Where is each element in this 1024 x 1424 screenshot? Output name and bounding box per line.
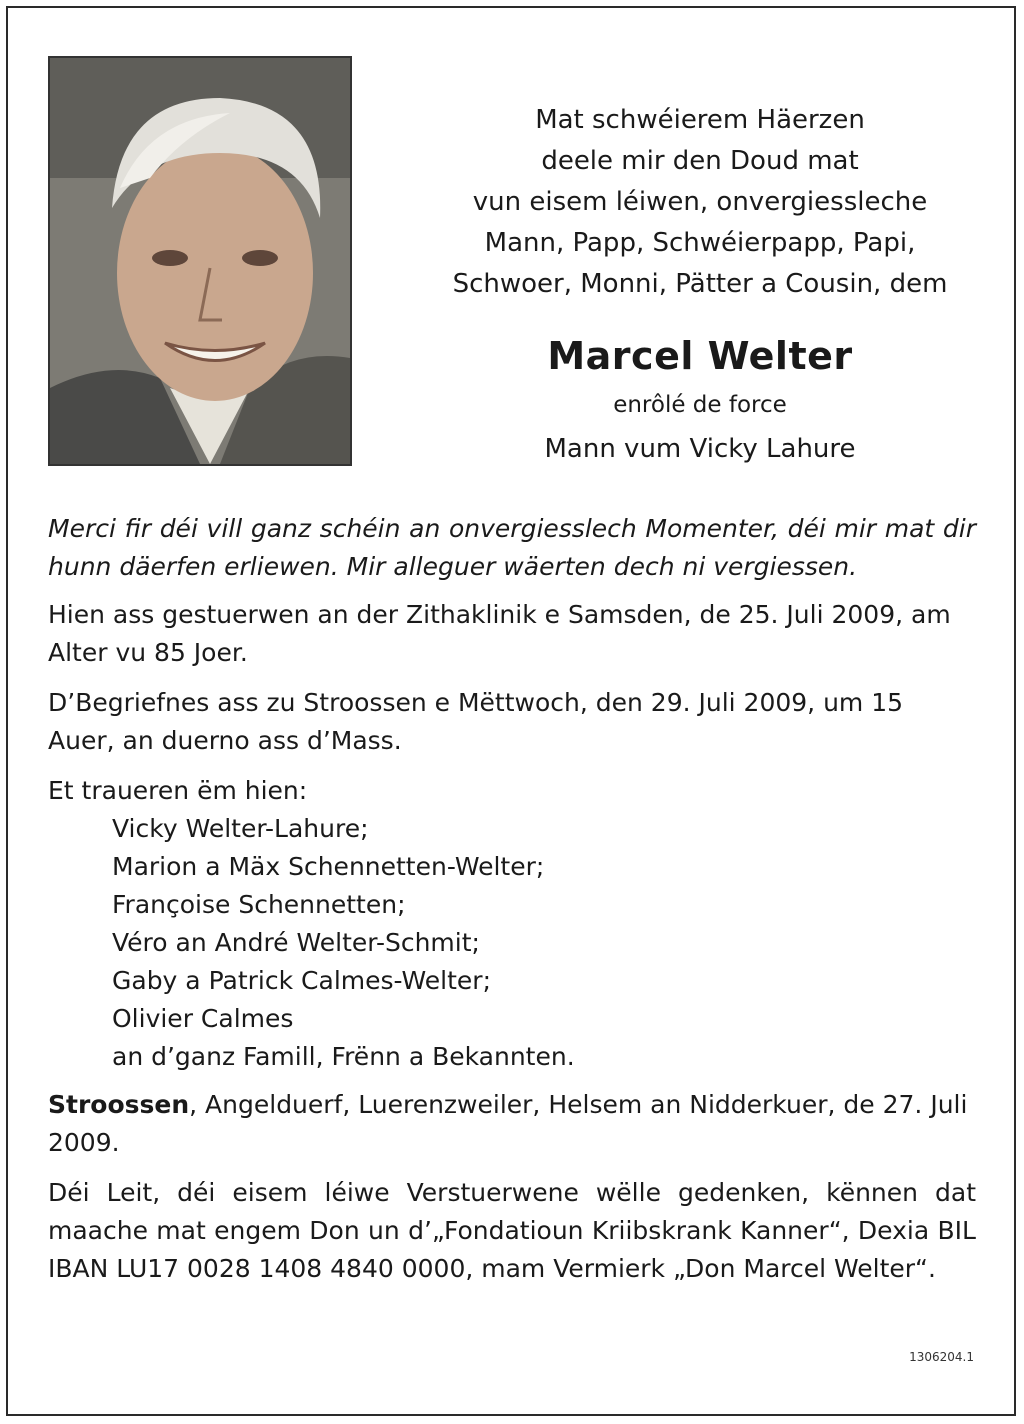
donation-text: Déi Leit, déi eisem léiwe Verstuerwene wëlle gedenken, kënnen dat maache mat engem Don un d’„Fondatioun Kriibskrank Kanner“, Dexia BIL IBAN LU17 0028 1408 4840 0000, mam Vermierk „Don Marcel Welter“. (48, 1178, 976, 1283)
notice-body (48, 510, 976, 1288)
husband-of: Mann vum Vicky Lahure (544, 434, 856, 464)
mourners-list (48, 810, 976, 1076)
place-bold: Stroossen (48, 1090, 190, 1119)
reference-number: 1306204.1 (909, 1350, 974, 1364)
mourner-item: an d’ganz Famill, Frënn a Bekannten. (112, 1042, 575, 1071)
place-date (48, 1086, 976, 1162)
mourner-item: Françoise Schennetten; (112, 890, 406, 919)
mourners-section (48, 772, 976, 1076)
intro-line: Schwoer, Monni, Pätter a Cousin, dem (452, 269, 948, 299)
mourner-item: Vicky Welter-Lahure; (112, 814, 369, 843)
mourner-item: Olivier Calmes (112, 1004, 294, 1033)
mourner-item: Gaby a Patrick Calmes-Welter; (112, 966, 491, 995)
mourner-item: Marion a Mäx Schennetten-Welter; (112, 852, 545, 881)
intro-line: deele mir den Doud mat (541, 146, 859, 176)
tribute-text: Merci fir déi vill ganz schéin an onvergiesslech Momenter, déi mir mat dir hunn däerfen erliewen. Mir alleguer wäerten dech ni vergiessen. (48, 514, 976, 581)
intro-line: Mann, Papp, Schwéierpapp, Papi, (484, 228, 916, 258)
portrait-photo (48, 56, 352, 466)
deceased-name: Marcel Welter (547, 334, 853, 378)
mourner-item: Véro an André Welter-Schmit; (112, 928, 480, 957)
intro-text (400, 100, 1000, 305)
mourners-heading: Et traueren ëm hien: (48, 776, 308, 805)
deceased-subtitle: enrôlé de force (613, 392, 787, 418)
death-notice: Hien ass gestuerwen an der Zithaklinik e Samsden, de 25. Juli 2009, am Alter vu 85 Joer. (48, 600, 951, 667)
place-rest: , Angelduerf, Luerenzweiler, Helsem an Nidderkuer, de 27. Juli 2009. (48, 1090, 968, 1157)
intro-line: Mat schwéierem Häerzen (535, 105, 865, 135)
intro-line: vun eisem léiwen, onvergiessleche (472, 187, 928, 217)
funeral-notice: D’Begriefnes ass zu Stroossen e Mëttwoch, den 29. Juli 2009, um 15 Auer, an duerno ass d’Mass. (48, 688, 904, 755)
